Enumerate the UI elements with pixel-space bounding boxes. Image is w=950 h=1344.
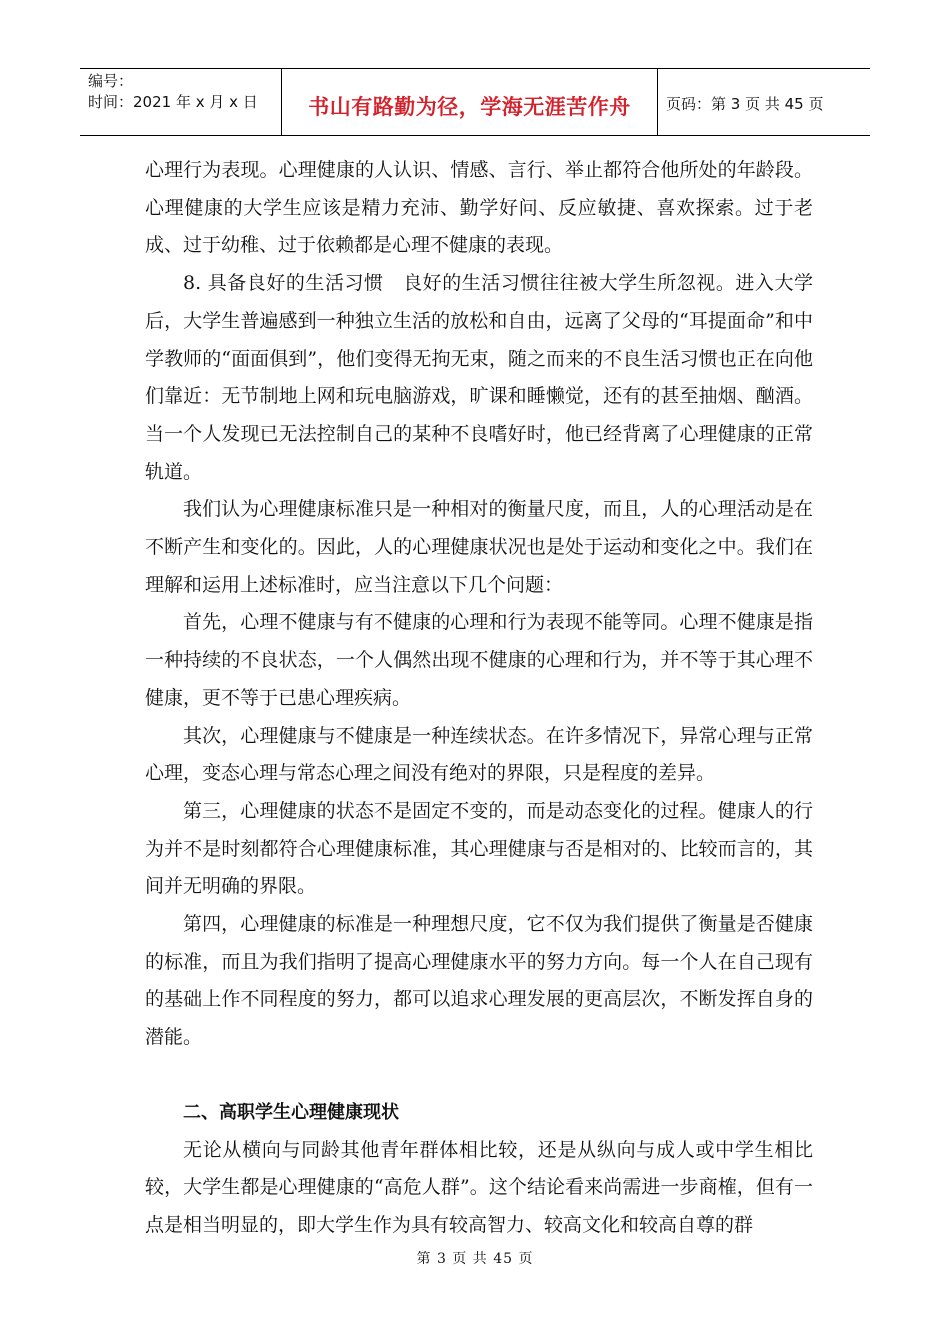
header-page-info: 页码：第 3 页 共 45 页 <box>666 94 824 113</box>
section-spacer <box>145 1057 813 1094</box>
paragraph: 第三，心理健康的状态不是固定不变的，而是动态变化的过程。健康人的行为并不是时刻都符合心理健康标准，其心理健康与否是相对的、比较而言的，其间并无明确的界限。 <box>145 799 813 898</box>
section-heading: 二、高职学生心理健康现状 <box>183 1101 399 1123</box>
document-time-label: 时间：2021 年 x 月 x 日 <box>88 93 258 111</box>
paragraph: 我们认为心理健康标准只是一种相对的衡量尺度，而且，人的心理活动是在不断产生和变化的。因此，人的心理健康状况也是处于运动和变化之中。我们在理解和运用上述标准时，应当注意以下几个问题： <box>145 498 813 596</box>
header-motto-cell <box>282 69 658 135</box>
paragraph: 其次，心理健康与不健康是一种连续状态。在许多情况下，异常心理与正常心理，变态心理与常态心理之间没有绝对的界限，只是程度的差异。 <box>145 724 813 785</box>
document-number-label: 编号： <box>88 72 134 90</box>
page-header <box>80 68 870 136</box>
page-footer: 第 3 页 共 45 页 <box>416 1251 534 1267</box>
header-meta <box>80 69 282 135</box>
paragraph: 首先，心理不健康与有不健康的心理和行为表现不能等同。心理不健康是指一种持续的不良状态，一个人偶然出现不健康的心理和行为，并不等于其心理不健康，更不等于已患心理疾病。 <box>145 611 813 709</box>
document-body <box>145 152 813 1245</box>
header-motto: 书山有路勤为径，学海无涯苦作舟 <box>308 95 631 119</box>
paragraph: 心理行为表现。心理健康的人认识、情感、言行、举止都符合他所处的年龄段。心理健康的大学生应该是精力充沛、勤学好问、反应敏捷、喜欢探索。过于老成、过于幼稚、过于依赖都是心理不健康的表现。 <box>145 159 813 257</box>
paragraph: 无论从横向与同龄其他青年群体相比较，还是从纵向与成人或中学生相比较，大学生都是心理健康的“高危人群”。这个结论看来尚需进一步商榷，但有一点是相当明显的，即大学生作为具有较高智力、较高文化和较高自尊的群 <box>145 1138 813 1236</box>
paragraph: 第四，心理健康的标准是一种理想尺度，它不仅为我们提供了衡量是否健康的标准，而且为我们指明了提高心理健康水平的努力方向。每一个人在自己现有的基础上作不同程度的努力，都可以追求心理发展的更高层次，不断发挥自身的潜能。 <box>145 913 813 1049</box>
paragraph: 8. 具备良好的生活习惯 良好的生活习惯往往被大学生所忽视。进入大学后，大学生普遍感到一种独立生活的放松和自由，远离了父母的“耳提面命”和中学教师的“面面俱到”，他们变得无拘无束，随之而来的不良生活习惯也正在向他们靠近：无节制地上网和玩电脑游戏，旷课和睡懒觉，还有的甚至抽烟、酗酒。当一个人发现已无法控制自己的某种不良嗜好时，他已经背离了心理健康的正常轨道。 <box>145 272 813 483</box>
